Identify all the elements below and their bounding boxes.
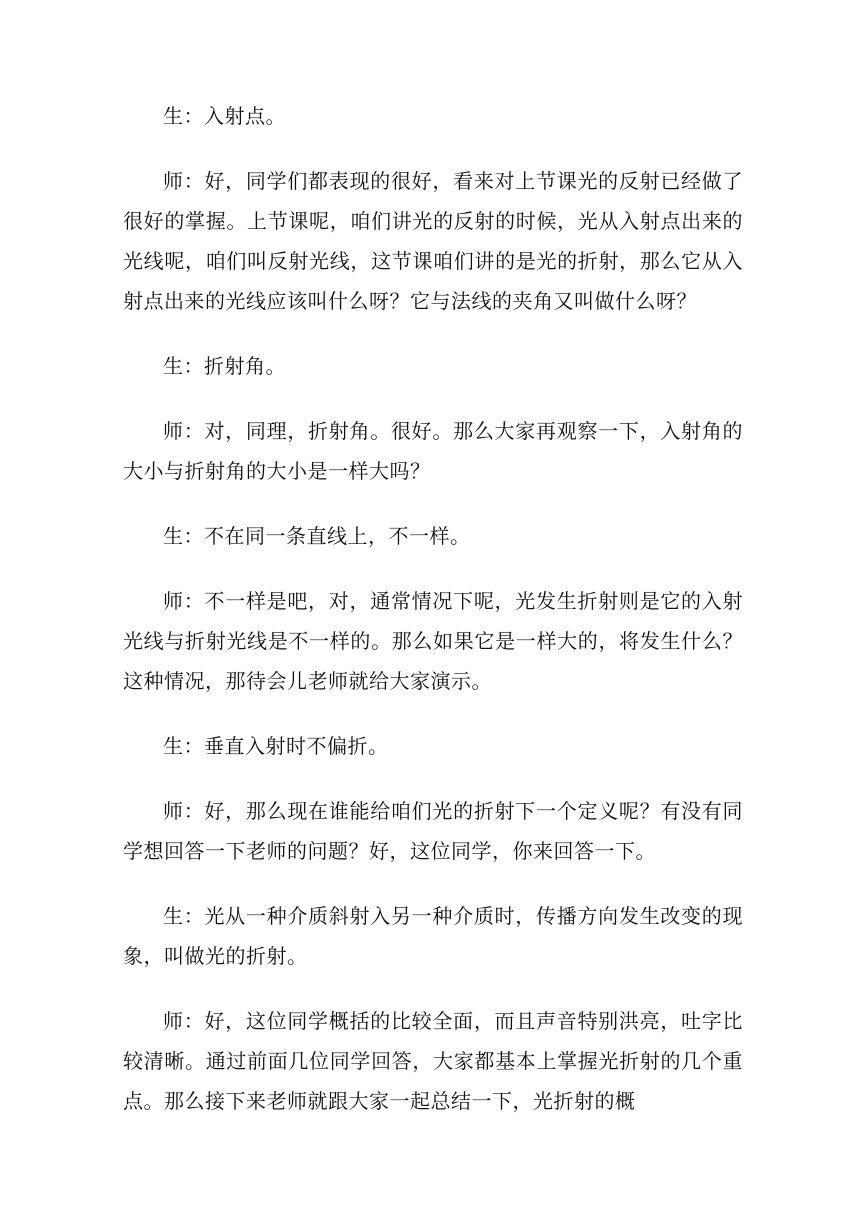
paragraph-student-2: 生：折射角。 — [163, 354, 286, 378]
paragraph-teacher-3: 师：不一样是吧，对，通常情况下呢，光发生折射则是它的入射光线与折射光线是不一样的。那么如果它是一样大的，将发生什么？这种情况，那待会儿老师就给大家演示。 — [123, 589, 743, 693]
paragraph-teacher-2: 师：对，同理，折射角。很好。那么大家再观察一下，入射角的大小与折射角的大小是一样大吗？ — [123, 419, 743, 483]
paragraph-teacher-1: 师：好，同学们都表现的很好，看来对上节课光的反射已经做了很好的掌握。上节课呢，咱们讲光的反射的时候，光从入射点出来的光线呢，咱们叫反射光线，这节课咱们讲的是光的折射，那么它从入射点出来的光线应该叫什么呀？它与法线的夹角又叫做什么呀？ — [123, 169, 743, 313]
paragraph-student-1: 生：入射点。 — [163, 104, 286, 128]
paragraph-student-3: 生：不在同一条直线上，不一样。 — [163, 524, 471, 548]
paragraph-teacher-4: 师：好，那么现在谁能给咱们光的折射下一个定义呢？有没有同学想回答一下老师的问题？好，这位同学，你来回答一下。 — [123, 799, 743, 863]
paragraph-student-5: 生：光从一种介质斜射入另一种介质时，传播方向发生改变的现象，叫做光的折射。 — [123, 904, 743, 968]
paragraph-student-4: 生：垂直入射时不偏折。 — [163, 734, 389, 758]
document-body — [123, 96, 743, 1146]
paragraph-teacher-5: 师：好，这位同学概括的比较全面，而且声音特别洪亮，吐字比较清晰。通过前面几位同学回答，大家都基本上掌握光折射的几个重点。那么接下来老师就跟大家一起总结一下，光折射的概 — [123, 1009, 743, 1113]
